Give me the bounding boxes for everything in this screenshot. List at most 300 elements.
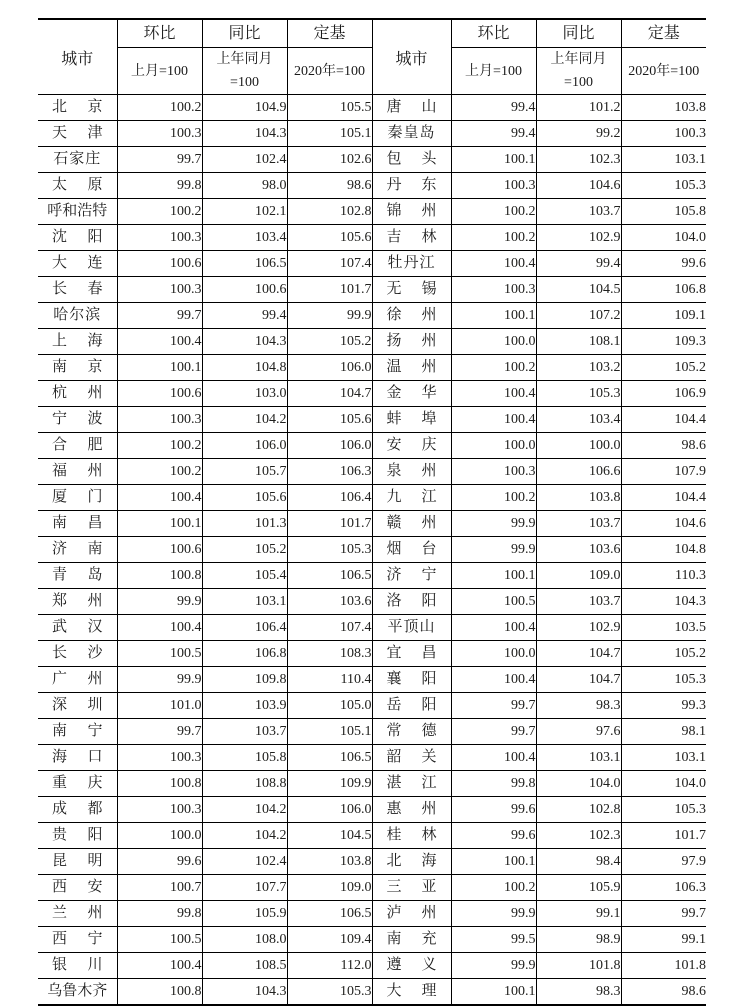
city-name-left: 武 汉 [38, 615, 117, 641]
value-yoy-right: 98.9 [536, 927, 621, 953]
city-name-right: 丹 东 [372, 173, 451, 199]
value-yoy-right: 103.7 [536, 589, 621, 615]
value-base-left: 99.9 [287, 303, 372, 329]
value-mom-right: 100.4 [451, 407, 536, 433]
value-yoy-left: 104.2 [202, 823, 287, 849]
value-yoy-left: 102.1 [202, 199, 287, 225]
city-name-left: 济 南 [38, 537, 117, 563]
value-yoy-right: 100.0 [536, 433, 621, 459]
value-yoy-left: 106.4 [202, 615, 287, 641]
city-name-left: 西 宁 [38, 927, 117, 953]
city-name-right: 扬 州 [372, 329, 451, 355]
value-base-right: 106.9 [621, 381, 706, 407]
value-mom-right: 99.4 [451, 95, 536, 121]
table-row [38, 849, 706, 875]
value-base-right: 104.4 [621, 485, 706, 511]
city-name-left: 西 安 [38, 875, 117, 901]
value-base-left: 106.5 [287, 563, 372, 589]
value-yoy-left: 104.2 [202, 407, 287, 433]
table-row [38, 277, 706, 303]
city-name-right: 常 德 [372, 719, 451, 745]
table-row [38, 693, 706, 719]
value-mom-left: 100.2 [117, 433, 202, 459]
value-mom-left: 99.7 [117, 719, 202, 745]
value-mom-right: 100.2 [451, 485, 536, 511]
value-base-right: 105.3 [621, 797, 706, 823]
city-name-right: 平顶山 [372, 615, 451, 641]
value-base-right: 107.9 [621, 459, 706, 485]
value-mom-left: 99.8 [117, 173, 202, 199]
header-group-yoy-left: 同比 [202, 19, 287, 48]
city-name-right: 吉 林 [372, 225, 451, 251]
value-mom-right: 100.1 [451, 303, 536, 329]
value-base-left: 106.0 [287, 433, 372, 459]
value-mom-right: 100.3 [451, 173, 536, 199]
value-mom-right: 100.4 [451, 251, 536, 277]
city-name-left: 海 口 [38, 745, 117, 771]
table-row [38, 433, 706, 459]
value-yoy-right: 99.1 [536, 901, 621, 927]
city-name-left: 哈尔滨 [38, 303, 117, 329]
value-mom-left: 99.7 [117, 303, 202, 329]
header-group-mom-left: 环比 [117, 19, 202, 48]
table-row [38, 563, 706, 589]
table-header [38, 19, 706, 95]
value-yoy-left: 102.4 [202, 147, 287, 173]
header-city-right: 城市 [372, 19, 451, 95]
value-yoy-left: 102.4 [202, 849, 287, 875]
value-yoy-right: 104.7 [536, 667, 621, 693]
city-name-left: 长 春 [38, 277, 117, 303]
table-row [38, 303, 706, 329]
value-mom-right: 99.8 [451, 771, 536, 797]
value-yoy-left: 103.1 [202, 589, 287, 615]
value-yoy-left: 104.8 [202, 355, 287, 381]
value-base-left: 105.1 [287, 719, 372, 745]
table-row [38, 511, 706, 537]
city-name-left: 沈 阳 [38, 225, 117, 251]
table-row [38, 641, 706, 667]
value-mom-right: 100.1 [451, 849, 536, 875]
city-name-right: 锦 州 [372, 199, 451, 225]
value-yoy-right: 101.2 [536, 95, 621, 121]
value-base-right: 98.1 [621, 719, 706, 745]
value-base-left: 98.6 [287, 173, 372, 199]
city-name-right: 岳 阳 [372, 693, 451, 719]
city-name-right: 泉 州 [372, 459, 451, 485]
table-row [38, 485, 706, 511]
value-base-left: 102.8 [287, 199, 372, 225]
city-name-left: 石家庄 [38, 147, 117, 173]
value-yoy-left: 105.6 [202, 485, 287, 511]
value-base-right: 103.5 [621, 615, 706, 641]
city-name-right: 烟 台 [372, 537, 451, 563]
value-yoy-left: 100.6 [202, 277, 287, 303]
value-yoy-right: 103.2 [536, 355, 621, 381]
value-mom-right: 99.7 [451, 719, 536, 745]
value-yoy-right: 104.5 [536, 277, 621, 303]
value-mom-right: 100.2 [451, 199, 536, 225]
value-base-left: 101.7 [287, 277, 372, 303]
value-base-left: 102.6 [287, 147, 372, 173]
value-base-left: 106.5 [287, 901, 372, 927]
value-yoy-right: 101.8 [536, 953, 621, 979]
value-base-right: 103.1 [621, 147, 706, 173]
value-base-left: 101.7 [287, 511, 372, 537]
city-name-left: 重 庆 [38, 771, 117, 797]
value-base-left: 105.3 [287, 537, 372, 563]
value-base-right: 105.3 [621, 667, 706, 693]
value-base-right: 105.3 [621, 173, 706, 199]
city-name-right: 大 理 [372, 979, 451, 1006]
city-name-left: 南 宁 [38, 719, 117, 745]
value-mom-left: 100.3 [117, 225, 202, 251]
city-name-left: 宁 波 [38, 407, 117, 433]
value-mom-right: 100.4 [451, 615, 536, 641]
value-base-right: 110.3 [621, 563, 706, 589]
value-yoy-right: 104.0 [536, 771, 621, 797]
value-yoy-right: 97.6 [536, 719, 621, 745]
value-yoy-right: 103.7 [536, 199, 621, 225]
value-yoy-left: 105.4 [202, 563, 287, 589]
value-yoy-left: 101.3 [202, 511, 287, 537]
header-sub-mom-right: 上月=100 [451, 48, 536, 95]
value-mom-left: 100.8 [117, 563, 202, 589]
table-row [38, 173, 706, 199]
value-base-right: 105.2 [621, 355, 706, 381]
value-yoy-right: 103.6 [536, 537, 621, 563]
value-yoy-left: 106.5 [202, 251, 287, 277]
value-yoy-left: 106.0 [202, 433, 287, 459]
value-base-left: 109.9 [287, 771, 372, 797]
value-mom-right: 99.6 [451, 797, 536, 823]
city-name-right: 北 海 [372, 849, 451, 875]
city-name-left: 兰 州 [38, 901, 117, 927]
value-base-left: 103.6 [287, 589, 372, 615]
value-base-right: 100.3 [621, 121, 706, 147]
value-mom-right: 99.7 [451, 693, 536, 719]
value-yoy-right: 103.8 [536, 485, 621, 511]
table-row [38, 121, 706, 147]
value-mom-right: 100.4 [451, 667, 536, 693]
city-name-right: 泸 州 [372, 901, 451, 927]
value-mom-right: 99.9 [451, 537, 536, 563]
value-base-left: 108.3 [287, 641, 372, 667]
value-base-left: 107.4 [287, 251, 372, 277]
city-name-left: 福 州 [38, 459, 117, 485]
table-row [38, 797, 706, 823]
header-row-group [38, 19, 706, 48]
value-yoy-left: 106.8 [202, 641, 287, 667]
value-yoy-right: 105.9 [536, 875, 621, 901]
value-mom-right: 99.9 [451, 901, 536, 927]
value-yoy-right: 99.2 [536, 121, 621, 147]
value-yoy-left: 105.7 [202, 459, 287, 485]
value-yoy-left: 104.2 [202, 797, 287, 823]
value-mom-left: 100.4 [117, 953, 202, 979]
value-yoy-right: 102.9 [536, 615, 621, 641]
value-yoy-left: 107.7 [202, 875, 287, 901]
value-base-left: 109.4 [287, 927, 372, 953]
city-name-right: 湛 江 [372, 771, 451, 797]
city-name-right: 温 州 [372, 355, 451, 381]
value-base-right: 101.8 [621, 953, 706, 979]
value-mom-left: 100.3 [117, 745, 202, 771]
value-base-right: 104.8 [621, 537, 706, 563]
value-yoy-left: 104.3 [202, 121, 287, 147]
table-row [38, 615, 706, 641]
value-yoy-right: 103.7 [536, 511, 621, 537]
city-name-left: 呼和浩特 [38, 199, 117, 225]
value-base-left: 106.0 [287, 797, 372, 823]
value-yoy-right: 98.4 [536, 849, 621, 875]
value-yoy-right: 107.2 [536, 303, 621, 329]
city-name-left: 长 沙 [38, 641, 117, 667]
table-wrapper [38, 18, 706, 1006]
city-name-left: 成 都 [38, 797, 117, 823]
value-mom-left: 99.9 [117, 667, 202, 693]
value-mom-left: 99.8 [117, 901, 202, 927]
value-yoy-right: 105.3 [536, 381, 621, 407]
city-name-right: 洛 阳 [372, 589, 451, 615]
city-name-right: 襄 阳 [372, 667, 451, 693]
value-base-right: 97.9 [621, 849, 706, 875]
city-name-left: 北 京 [38, 95, 117, 121]
value-base-right: 104.4 [621, 407, 706, 433]
value-base-right: 106.8 [621, 277, 706, 303]
value-mom-left: 100.4 [117, 485, 202, 511]
value-base-left: 112.0 [287, 953, 372, 979]
value-mom-left: 99.9 [117, 589, 202, 615]
table-row [38, 355, 706, 381]
value-mom-left: 100.1 [117, 511, 202, 537]
city-name-left: 银 川 [38, 953, 117, 979]
table-row [38, 537, 706, 563]
value-yoy-left: 104.3 [202, 979, 287, 1006]
value-base-right: 103.8 [621, 95, 706, 121]
city-name-right: 惠 州 [372, 797, 451, 823]
value-mom-left: 100.3 [117, 407, 202, 433]
value-mom-right: 99.6 [451, 823, 536, 849]
value-mom-left: 100.2 [117, 199, 202, 225]
value-mom-right: 100.4 [451, 745, 536, 771]
city-name-right: 济 宁 [372, 563, 451, 589]
value-yoy-left: 99.4 [202, 303, 287, 329]
city-name-left: 广 州 [38, 667, 117, 693]
value-yoy-right: 104.7 [536, 641, 621, 667]
table-row [38, 901, 706, 927]
city-name-left: 乌鲁木齐 [38, 979, 117, 1006]
header-sub-mom-left: 上月=100 [117, 48, 202, 95]
value-yoy-right: 108.1 [536, 329, 621, 355]
table-row [38, 589, 706, 615]
table-row [38, 771, 706, 797]
city-name-right: 九 江 [372, 485, 451, 511]
value-mom-right: 100.2 [451, 355, 536, 381]
value-base-left: 104.7 [287, 381, 372, 407]
value-mom-left: 100.3 [117, 277, 202, 303]
table-row [38, 979, 706, 1006]
value-base-right: 101.7 [621, 823, 706, 849]
table-row [38, 95, 706, 121]
table-row [38, 745, 706, 771]
value-yoy-right: 102.8 [536, 797, 621, 823]
value-base-left: 103.8 [287, 849, 372, 875]
value-mom-right: 99.9 [451, 953, 536, 979]
value-base-left: 106.5 [287, 745, 372, 771]
value-mom-right: 100.1 [451, 563, 536, 589]
value-yoy-right: 106.6 [536, 459, 621, 485]
city-name-right: 唐 山 [372, 95, 451, 121]
city-name-left: 深 圳 [38, 693, 117, 719]
value-mom-right: 100.1 [451, 147, 536, 173]
value-base-right: 105.8 [621, 199, 706, 225]
value-mom-left: 100.7 [117, 875, 202, 901]
value-base-left: 110.4 [287, 667, 372, 693]
value-mom-right: 100.3 [451, 459, 536, 485]
value-mom-right: 99.9 [451, 511, 536, 537]
value-mom-left: 100.1 [117, 355, 202, 381]
header-group-base-right: 定基 [621, 19, 706, 48]
value-base-right: 103.1 [621, 745, 706, 771]
table-row [38, 407, 706, 433]
value-base-right: 99.1 [621, 927, 706, 953]
value-base-right: 104.3 [621, 589, 706, 615]
value-mom-left: 100.6 [117, 537, 202, 563]
value-base-right: 99.7 [621, 901, 706, 927]
value-mom-right: 100.3 [451, 277, 536, 303]
price-index-table [38, 18, 706, 1006]
value-yoy-right: 102.3 [536, 823, 621, 849]
table-row [38, 927, 706, 953]
value-mom-right: 100.0 [451, 329, 536, 355]
value-base-left: 105.2 [287, 329, 372, 355]
value-mom-left: 100.5 [117, 927, 202, 953]
value-base-right: 109.1 [621, 303, 706, 329]
city-name-left: 合 肥 [38, 433, 117, 459]
city-name-right: 南 充 [372, 927, 451, 953]
value-mom-left: 100.6 [117, 381, 202, 407]
value-mom-right: 100.2 [451, 225, 536, 251]
city-name-right: 金 华 [372, 381, 451, 407]
city-name-right: 徐 州 [372, 303, 451, 329]
value-mom-left: 99.7 [117, 147, 202, 173]
city-name-right: 赣 州 [372, 511, 451, 537]
value-yoy-right: 103.4 [536, 407, 621, 433]
table-row [38, 719, 706, 745]
table-row [38, 953, 706, 979]
value-mom-left: 100.8 [117, 979, 202, 1006]
value-yoy-right: 102.3 [536, 147, 621, 173]
header-city-left: 城市 [38, 19, 117, 95]
city-name-right: 桂 林 [372, 823, 451, 849]
value-yoy-left: 109.8 [202, 667, 287, 693]
value-base-right: 98.6 [621, 433, 706, 459]
city-name-right: 三 亚 [372, 875, 451, 901]
value-base-right: 106.3 [621, 875, 706, 901]
value-base-left: 104.5 [287, 823, 372, 849]
value-yoy-left: 103.9 [202, 693, 287, 719]
value-yoy-left: 104.9 [202, 95, 287, 121]
city-name-left: 上 海 [38, 329, 117, 355]
value-yoy-left: 108.8 [202, 771, 287, 797]
header-group-mom-right: 环比 [451, 19, 536, 48]
value-base-left: 105.3 [287, 979, 372, 1006]
value-base-left: 105.1 [287, 121, 372, 147]
value-mom-right: 99.4 [451, 121, 536, 147]
city-name-right: 秦皇岛 [372, 121, 451, 147]
value-yoy-right: 103.1 [536, 745, 621, 771]
city-name-right: 蚌 埠 [372, 407, 451, 433]
value-base-right: 104.6 [621, 511, 706, 537]
city-name-left: 昆 明 [38, 849, 117, 875]
value-mom-left: 100.4 [117, 329, 202, 355]
value-base-right: 109.3 [621, 329, 706, 355]
value-mom-right: 100.1 [451, 979, 536, 1006]
value-mom-left: 100.4 [117, 615, 202, 641]
city-name-left: 郑 州 [38, 589, 117, 615]
value-base-right: 98.6 [621, 979, 706, 1006]
city-name-right: 宜 昌 [372, 641, 451, 667]
city-name-right: 无 锡 [372, 277, 451, 303]
value-yoy-left: 103.7 [202, 719, 287, 745]
city-name-right: 包 头 [372, 147, 451, 173]
table-row [38, 381, 706, 407]
header-sub-yoy-right: 上年同月=100 [536, 48, 621, 95]
city-name-right: 牡丹江 [372, 251, 451, 277]
city-name-left: 青 岛 [38, 563, 117, 589]
value-mom-right: 100.0 [451, 641, 536, 667]
value-mom-right: 100.5 [451, 589, 536, 615]
value-base-left: 106.4 [287, 485, 372, 511]
value-yoy-right: 104.6 [536, 173, 621, 199]
header-group-base-left: 定基 [287, 19, 372, 48]
value-mom-left: 100.2 [117, 95, 202, 121]
value-yoy-left: 105.2 [202, 537, 287, 563]
value-base-right: 99.6 [621, 251, 706, 277]
city-name-left: 厦 门 [38, 485, 117, 511]
table-row [38, 667, 706, 693]
value-mom-left: 100.3 [117, 797, 202, 823]
value-yoy-left: 98.0 [202, 173, 287, 199]
value-base-right: 104.0 [621, 771, 706, 797]
value-mom-right: 100.0 [451, 433, 536, 459]
value-yoy-left: 103.4 [202, 225, 287, 251]
value-mom-left: 100.3 [117, 121, 202, 147]
table-row [38, 147, 706, 173]
table-row [38, 199, 706, 225]
value-yoy-right: 98.3 [536, 693, 621, 719]
value-base-left: 105.6 [287, 225, 372, 251]
value-mom-left: 100.0 [117, 823, 202, 849]
value-yoy-left: 104.3 [202, 329, 287, 355]
value-base-left: 106.3 [287, 459, 372, 485]
city-name-left: 南 昌 [38, 511, 117, 537]
value-base-left: 105.6 [287, 407, 372, 433]
value-base-left: 109.0 [287, 875, 372, 901]
value-mom-right: 100.2 [451, 875, 536, 901]
value-mom-right: 99.5 [451, 927, 536, 953]
value-base-left: 106.0 [287, 355, 372, 381]
value-base-right: 104.0 [621, 225, 706, 251]
table-row [38, 225, 706, 251]
value-mom-left: 100.2 [117, 459, 202, 485]
value-base-right: 105.2 [621, 641, 706, 667]
table-row [38, 459, 706, 485]
table-row [38, 329, 706, 355]
value-mom-left: 100.5 [117, 641, 202, 667]
value-yoy-right: 102.9 [536, 225, 621, 251]
